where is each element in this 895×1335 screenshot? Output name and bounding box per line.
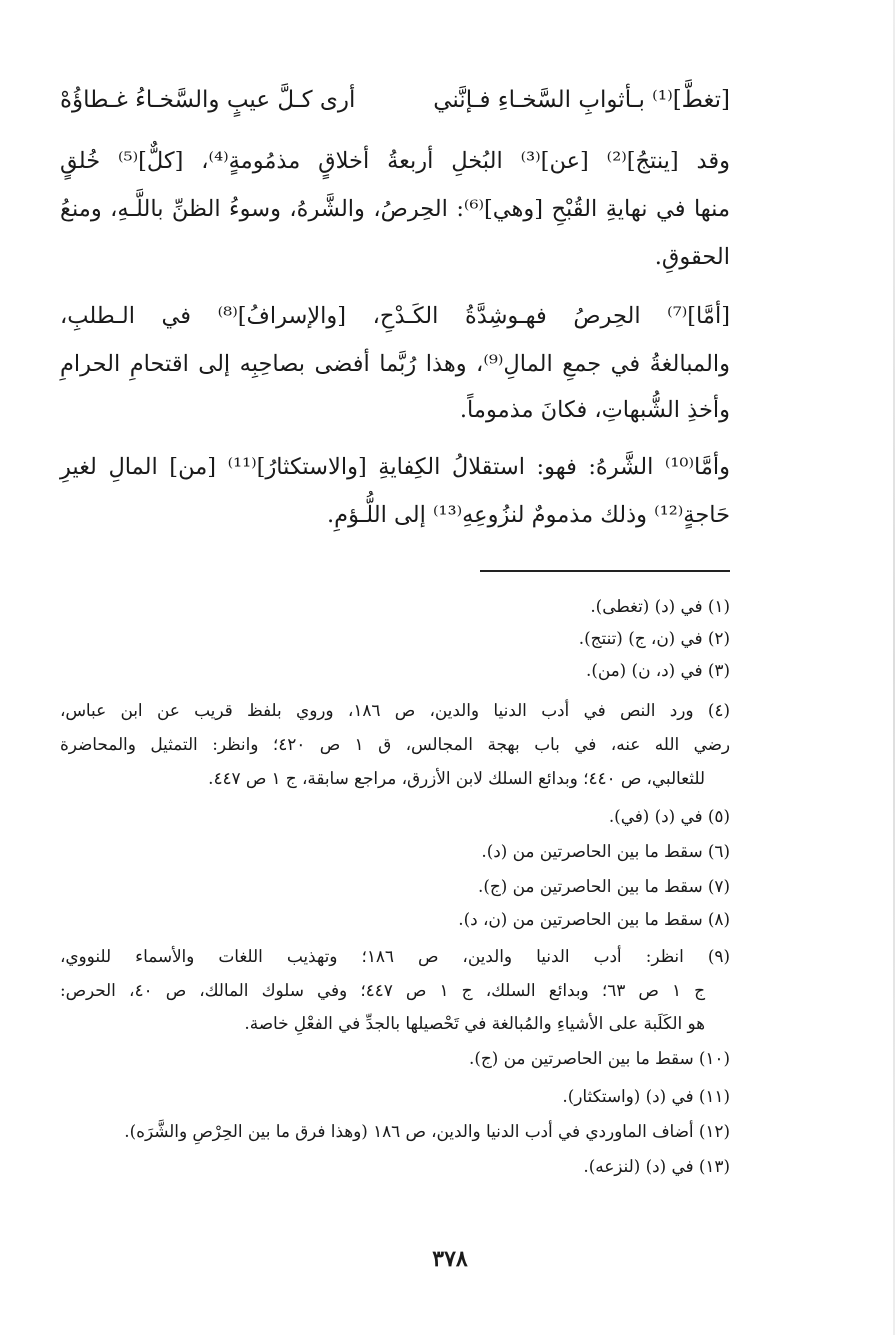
para3-line-1: وأمَّا⁽¹⁰⁾ الشَّرهُ: فهو: استقلالُ الكِفايةِ [والاستكثارُ]⁽¹¹⁾ [من] المالِ لغيرِ xyxy=(60,454,730,480)
para1-line-1: وقد [ينتجُ]⁽²⁾ [عن]⁽³⁾ البُخلِ أربعةُ أخلاقٍ مذمُومةٍ⁽⁴⁾، [كلٌّ]⁽⁵⁾ خُلقٍ xyxy=(60,148,730,174)
verse-first-hemistich: [تغطَّ]⁽¹⁾ بـأثوابِ السَّخـاءِ فـإنَّني xyxy=(433,87,730,113)
footnote-1: (١) في (د) (تغطى). xyxy=(590,596,730,616)
page-number: ٣٧٨ xyxy=(432,1246,468,1272)
para2-line-2: والمبالغةُ في جمعِ المالِ⁽⁹⁾، وهذا رُبَّما أفضى بصاحِبِه إلى اقتحامِ الحرامِ xyxy=(60,351,730,377)
para2-line-1: [أمَّا]⁽⁷⁾ الحِرصُ فهـوشِدَّةُ الكَـدْحِ، [والإسرافُ]⁽⁸⁾ في الـطلبِ، xyxy=(60,303,730,329)
footnote-5: (٥) في (د) (في). xyxy=(608,806,730,826)
para3-line-2: حَاجةٍ⁽¹²⁾ وذلك مذمومٌ لنزُوعِهِ⁽¹³⁾ إلى اللُّـؤمِ. xyxy=(327,502,730,528)
footnote-12: (١٢) أضاف الماوردي في أدب الدنيا والدين، ص ١٨٦ (وهذا فرق ما بين الحِرْصِ والشَّرَه). xyxy=(124,1121,730,1141)
footnote-9-line-3: هو الكَلَبة على الأشياءِ والمُبالغة في تَحْصيلها بالجدِّ في الفعْلِ خاصة. xyxy=(244,1013,705,1033)
footnote-4-line-3: للثعالبي، ص ٤٤٠؛ وبدائع السلك لابن الأزرق، مراجع سابقة، ج ١ ص ٤٤٧. xyxy=(208,768,705,788)
footnote-13: (١٣) في (د) (لنزعه). xyxy=(583,1156,730,1176)
verse-second-hemistich: أرى كـلَّ عيبٍ والسَّخـاءُ غـطاؤُهْ xyxy=(60,87,356,113)
footnote-8: (٨) سقط ما بين الحاصرتين من (ن، د). xyxy=(458,909,730,929)
footnote-11: (١١) في (د) (واستكثار). xyxy=(562,1086,730,1106)
poetry-verse xyxy=(60,80,730,120)
footnote-3: (٣) في (د، ن) (من). xyxy=(586,660,730,680)
footnote-6: (٦) سقط ما بين الحاصرتين من (د). xyxy=(481,841,730,861)
footnote-9-line-2: ج ١ ص ٦٣؛ وبدائع السلك، ج ١ ص ٤٤٧؛ وفي سلوك المالك، ص ٤٠، الحرص: xyxy=(60,980,705,1000)
para1-line-3: الحقوقِ. xyxy=(654,244,730,270)
para1-line-2: منها في نهايةِ القُبْحِ [وهي]⁽⁶⁾: الحِرصُ، والشَّرهُ، وسوءُ الظنِّ باللَّـهِ، ومنعُ xyxy=(60,196,731,222)
footnote-7: (٧) سقط ما بين الحاصرتين من (ج). xyxy=(478,876,730,896)
footnote-separator xyxy=(480,570,730,572)
footnote-4-line-1: (٤) ورد النص في أدب الدنيا والدين، ص ١٨٦، وروي بلفظ قريب عن ابن عباس، xyxy=(60,700,730,720)
para2-line-3: وأخذِ الشُّبهاتِ، فكانَ مذموماً. xyxy=(459,397,730,423)
footnote-9-line-1: (٩) انظر: أدب الدنيا والدين، ص ١٨٦؛ وتهذيب اللغات والأسماء للنووي، xyxy=(60,946,730,966)
footnote-4-line-2: رضي الله عنه، في باب بهجة المجالس، ق ١ ص ٤٢٠؛ وانظر: التمثيل والمحاضرة xyxy=(60,734,730,754)
footnote-10: (١٠) سقط ما بين الحاصرتين من (ج). xyxy=(469,1048,730,1068)
footnote-2: (٢) في (ن، ج) (تنتج). xyxy=(578,628,730,648)
